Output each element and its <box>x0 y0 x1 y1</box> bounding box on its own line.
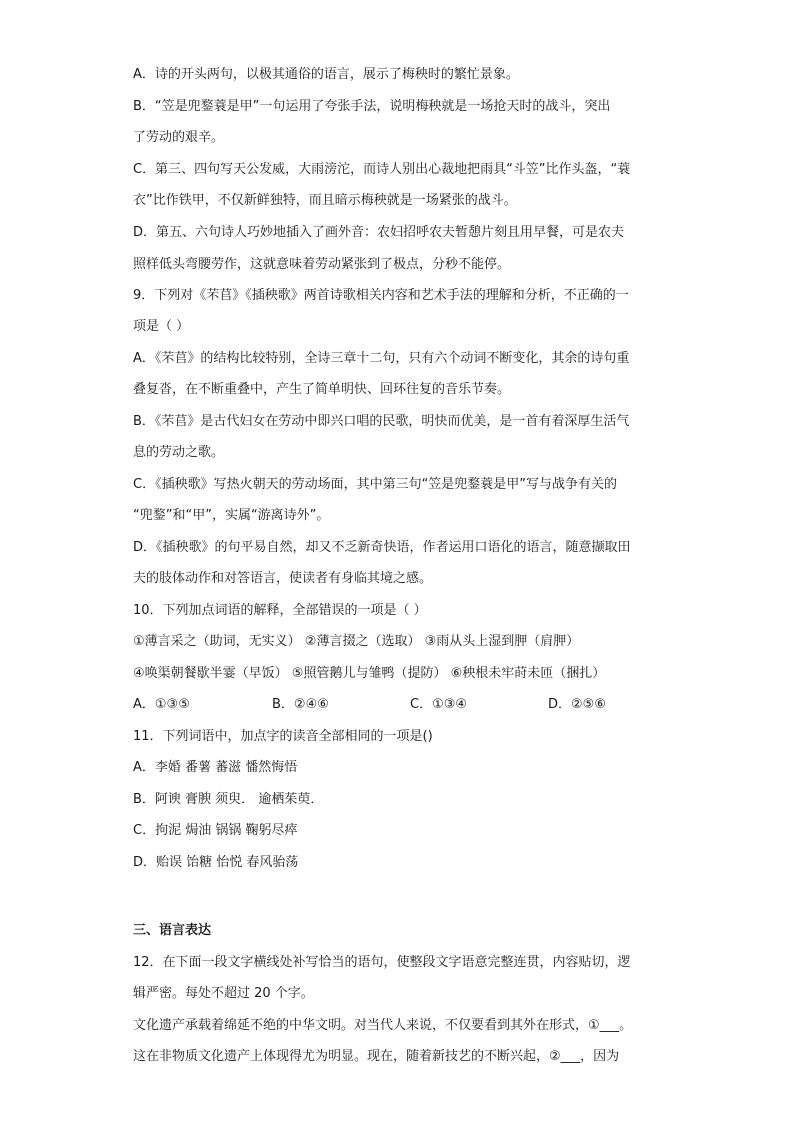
q10-choice-d: D．②⑤⑥ <box>548 697 606 712</box>
q12-passage-line-1: 文化遗产承载着绵延不绝的中华文明。对当代人来说，不仅要看到其外在形式，①___。 <box>133 1018 633 1033</box>
q10-choice-a: A．①③⑤ <box>133 697 190 712</box>
q9-option-c-line-1: C．《插秧歌》写热火朝天的劳动场面，其中第三句“笠是兜鍪蓑是甲”写与战争有关的 <box>133 477 618 492</box>
q9-option-b-line-2: 息的劳动之歌。 <box>133 445 225 460</box>
q9-option-d-line-2: 夫的肢体动作和对答语言，使读者有身临其境之感。 <box>133 571 433 586</box>
q11-option-a: A．李婚 番薯 蕃滋 憣然悔悟 <box>133 760 298 775</box>
q11-stem: 11．下列词语中，加点字的读音全部相同的一项是() <box>133 729 433 744</box>
q8-option-c-line-2: 衣”比作铁甲，不仅新鲜独特，而且暗示梅秧就是一场紧张的战斗。 <box>133 193 517 208</box>
q12-stem-line-2: 辑严密。每处不超过 20 个字。 <box>133 986 314 1001</box>
q8-option-d-line-1: D．第五、六句诗人巧妙地插入了画外音：农妇招呼农夫暂憩片刻且用早餐，可是农夫 <box>133 225 625 240</box>
q10-items-row-2: ④唤渠朝餐歇半霎（早饭） ⑤照管鹅儿与雏鸭（提防） ⑥秧根未牢莳未匝（捆扎） <box>133 666 606 681</box>
q12-stem-line-1: 12．在下面一段文字横线处补写恰当的语句，使整段文字语意完整连贯，内容贴切，逻 <box>133 955 631 970</box>
q9-option-a-line-2: 叠复沓，在不断重叠中，产生了简单明快、回环往复的音乐节奏。 <box>133 382 511 397</box>
section-title: 三、语言表达 <box>133 923 212 938</box>
q11-option-d: D．贻误 饴糖 怡悦 春风骀荡 <box>133 855 299 870</box>
q9-option-d-line-1: D．《插秧歌》的句平易自然，却又不乏新奇快语，作者运用口语化的语言，随意撷取田 <box>133 540 631 555</box>
q8-option-d-line-2: 照样低头弯腰劳作，这就意味着劳动紧张到了极点，分秒不能停。 <box>133 257 511 272</box>
q10-choice-c: C．①③④ <box>410 697 468 712</box>
q11-option-c: C．拘泥 焗油 锅锅 鞠躬尽瘁 <box>133 823 298 838</box>
q9-option-a-line-1: A．《芣苢》的结构比较特别，全诗三章十二句，只有六个动词不断变化，其余的诗句重 <box>133 351 630 366</box>
q9-stem-line-2: 项是（ ） <box>133 319 190 334</box>
q12-passage-line-2: 这在非物质文化遗产上体现得尤为明显。现在，随着新技艺的不断兴起，②___，因为 <box>133 1049 620 1064</box>
q8-option-b-line-2: 了劳动的艰辛。 <box>133 130 225 145</box>
q9-option-c-line-2: “兜鍪”和“甲”，实属“游离诗外”。 <box>133 508 330 523</box>
q9-option-b-line-1: B．《芣苢》是古代妇女在劳动中即兴口唱的民歌，明快而优美，是一首有着深厚生活气 <box>133 414 630 429</box>
q10-items-row-1: ①薄言采之（助词，无实义） ②薄言掇之（选取） ③雨从头上湿到胛（肩胛） <box>133 634 580 649</box>
q10-choice-b: B．②④⑥ <box>272 697 329 712</box>
q8-option-c-line-1: C．第三、四句写天公发威，大雨滂沱，而诗人别出心裁地把雨具“斗笠”比作头盔，“蓑 <box>133 162 631 177</box>
q8-option-b-line-1: B．“笠是兜鍪蓑是甲”一句运用了夸张手法，说明梅秧就是一场抢天时的战斗，突出 <box>133 99 611 114</box>
q10-stem: 10．下列加点词语的解释，全部错误的一项是（ ） <box>133 603 427 618</box>
q9-stem-line-1: 9．下列对《芣苢》《插秧歌》两首诗歌相关内容和艺术手法的理解和分析，不正确的一 <box>133 288 629 303</box>
q11-option-b: B．阿谀 膏腴 须臾． 逾栖茱萸． <box>133 792 324 807</box>
q8-option-a: A．诗的开头两句，以极其通俗的语言，展示了梅秧时的繁忙景象。 <box>133 67 519 82</box>
